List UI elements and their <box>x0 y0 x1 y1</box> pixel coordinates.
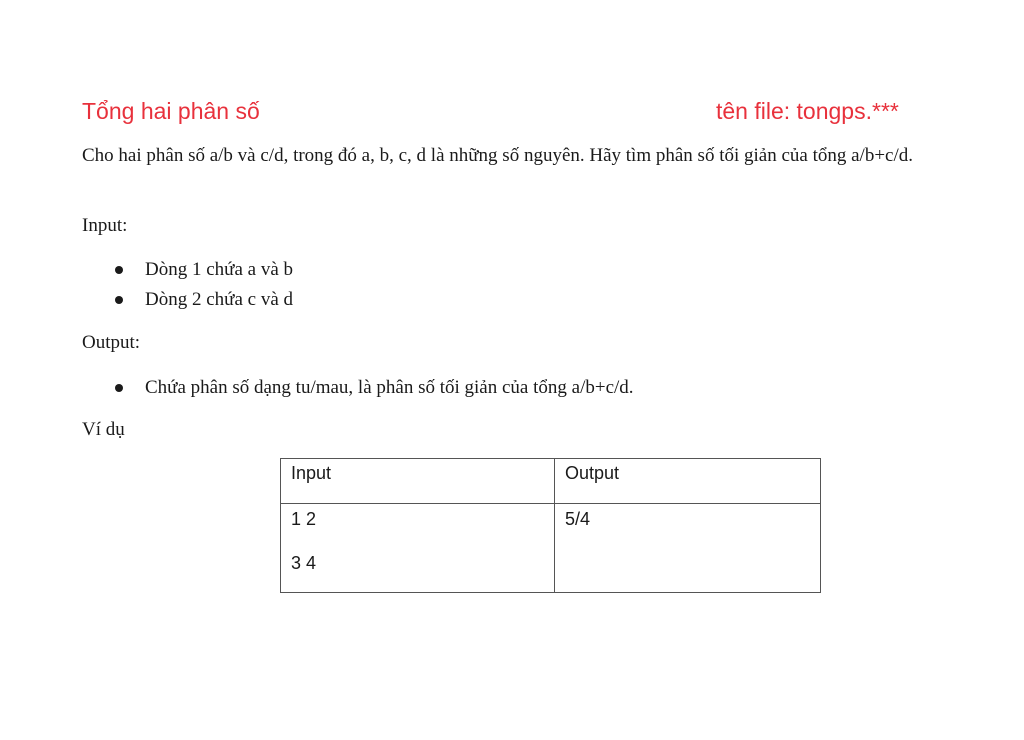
output-list <box>82 373 634 403</box>
input-list <box>82 255 293 315</box>
problem-description: Cho hai phân số a/b và c/d, trong đó a, b, c, d là những số nguyên. Hãy tìm phân số tối giản của tổng a/b+c/d. <box>82 145 913 166</box>
input-line: 3 4 <box>291 553 317 573</box>
bullet-icon <box>115 296 123 304</box>
bullet-icon <box>115 384 123 392</box>
example-table <box>280 458 821 593</box>
output-cell <box>555 504 821 593</box>
example-label: Ví dụ <box>82 419 125 440</box>
input-label: Input: <box>82 215 128 236</box>
problem-title: Tổng hai phân số <box>82 98 260 124</box>
list-item <box>82 255 293 285</box>
table-header-input: Input <box>281 459 555 504</box>
list-item <box>82 373 634 403</box>
list-item <box>82 285 293 315</box>
table-header-output: Output <box>555 459 821 504</box>
input-cell <box>281 504 555 593</box>
table-row <box>281 504 821 593</box>
input-line: 1 2 <box>291 509 317 529</box>
table-header-row <box>281 459 821 504</box>
bullet-icon <box>115 266 123 274</box>
list-item-text: Dòng 2 chứa c và d <box>145 289 294 310</box>
list-item-text: Dòng 1 chứa a và b <box>145 259 294 280</box>
file-name: tên file: tongps.*** <box>716 98 899 124</box>
output-label: Output: <box>82 332 141 353</box>
output-line: 5/4 <box>565 509 591 529</box>
list-item-text: Chứa phân số dạng tu/mau, là phân số tối giản của tổng a/b+c/d. <box>145 377 634 398</box>
